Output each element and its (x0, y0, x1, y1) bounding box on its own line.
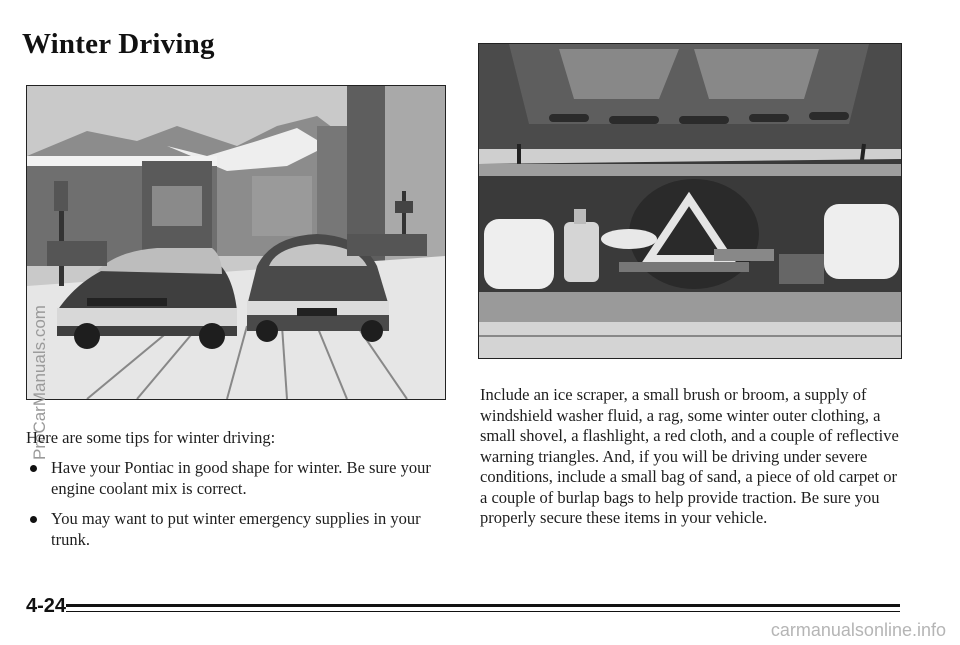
watermark-text: ProCarManuals.com (30, 305, 49, 460)
footer-watermark: carmanualsonline.info (770, 620, 946, 640)
footer-rule (66, 604, 900, 607)
intro-text: Here are some tips for winter driving: (26, 428, 276, 447)
open-trunk-emergency-supplies-illustration (478, 43, 902, 359)
list-item-text: Have your Pontiac in good shape for winter. Be sure your engine coolant mix is correct. (51, 458, 431, 498)
bullet-icon (30, 465, 37, 472)
bullet-icon (30, 516, 37, 523)
list-item (26, 509, 446, 550)
page-number: 4-24 (26, 595, 67, 617)
tips-list (26, 458, 446, 560)
list-item (26, 458, 446, 499)
footer-rule-thin (66, 611, 900, 612)
winter-street-cars-illustration (26, 85, 446, 400)
list-item-text: You may want to put winter emergency supplies in your trunk. (51, 509, 421, 549)
page-heading: Winter Driving (22, 28, 215, 60)
supplies-paragraph: Include an ice scraper, a small brush or broom, a supply of windshield washer fluid, a rag, some winter outer clothing, a small shovel, a flashlight, a red cloth, and a couple of reflective warning triangles. And, if you will be driving under severe conditions, include a small bag of sand, a piece of old carpet or a couple of burlap bags to help provide traction. Be sure you properly secure these items in your vehicle. (480, 385, 899, 527)
